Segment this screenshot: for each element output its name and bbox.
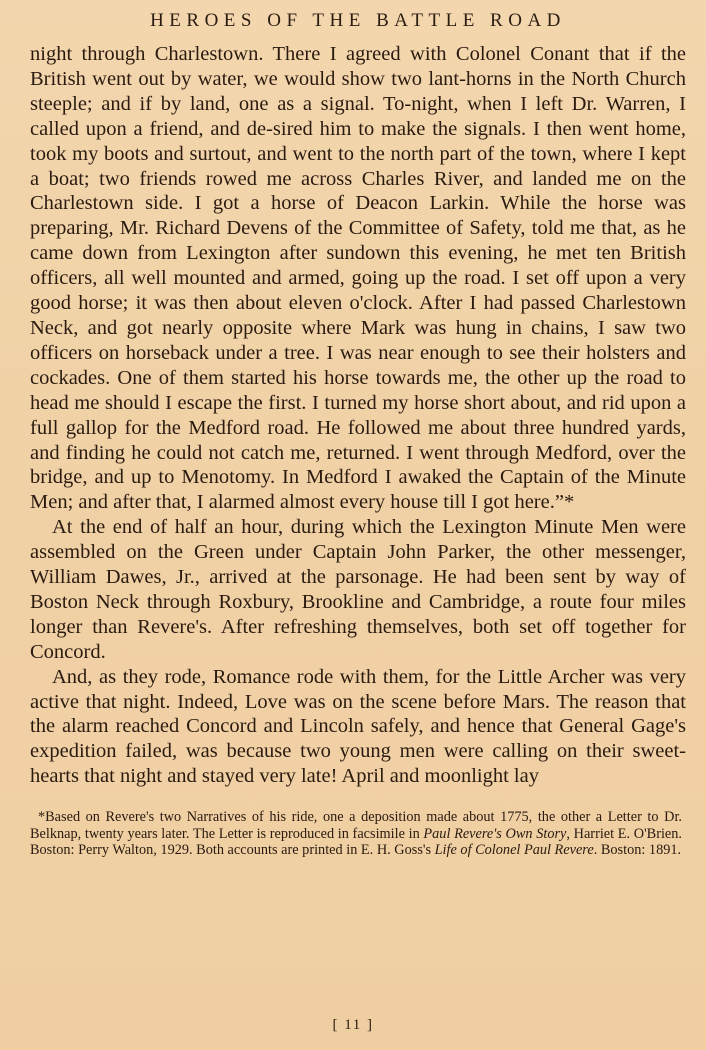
footnote-title-life: Life of Colonel Paul Revere xyxy=(434,842,594,859)
footnote-lead: *Based on Revere's two Narratives of his ride, one a deposition made about 1775, the other a Letter to Dr. Belknap, twenty years later. The Letter is reproduced in facsimile in xyxy=(30,809,682,842)
paragraph-2: At the end of half an hour, during which the Lexington Minute Men were assembled on the Green under Captain John Parker, the other messenger, William Dawes, Jr., arrived at the parsonage. He had been sent by way of Boston Neck through Roxbury, Brookline and Cambridge, a route four miles longer than Revere's. After refreshing themselves, both set off together for Concord. xyxy=(30,516,686,663)
footnote-title-own-story: Paul Revere's Own Story xyxy=(423,825,567,842)
paragraph-3: And, as they rode, Romance rode with them, for the Little Archer was very active that night. Indeed, Love was on the scene before Mars. The reason that the alarm reached Concord and Lincoln safely, and hence that General Gage's expedition failed, was because two young men were calling on their sweet-hearts that night and stayed very late! April and moonlight lay xyxy=(30,665,686,788)
running-head: HEROES OF THE BATTLE ROAD xyxy=(150,10,566,31)
footnote xyxy=(30,809,686,859)
footnote-text xyxy=(30,809,682,859)
body-text xyxy=(30,42,686,789)
footnote-tail: . Boston: 1891. xyxy=(593,842,682,859)
page-number: [ 11 ] xyxy=(332,1017,374,1033)
paragraph-1: night through Charlestown. There I agreed with Colonel Conant that if the British went out by water, we would show two lant-horns in the North Church steeple; and if by land, one as a signal. To-night, when I left Dr. Warren, I called upon a friend, and de-sired him to make the signals. I then went home, took my boots and surtout, and went to the north part of the town, where I kept a boat; two friends rowed me across Charles River, and landed me on the Charlestown side. I got a horse of Deacon Larkin. While the horse was preparing, Mr. Richard Devens of the Committee of Safety, told me that, as he came down from Lexington after sundown this evening, he met ten British officers, all well mounted and armed, going up the road. I set off upon a very good horse; it was then about eleven o'clock. After I had passed Charlestown Neck, and got nearly opposite where Mark was hung in chains, I saw two officers on horseback under a tree. I was near enough to see their holsters and cockades. One of them started his horse towards me, the other up the road to head me should I escape the first. I turned my horse short about, and rid upon a full gallop for the Medford road. He followed me about three hundred yards, and finding he could not catch me, returned. I went through Medford, over the bridge, and up to Menotomy. In Medford I awaked the Captain of the Minute Men; and after that, I alarmed almost every house till I got here.”* xyxy=(30,43,686,514)
footnote-mid: , Harriet E. O'Brien. Boston: Perry Walton, 1929. Both accounts are printed in E. H. Goss's xyxy=(30,825,682,859)
